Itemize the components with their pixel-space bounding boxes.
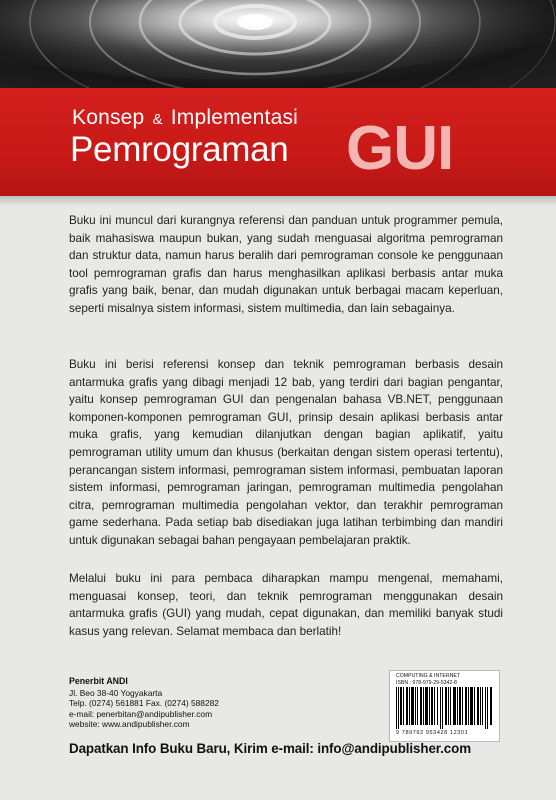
title-band-shadow [0,196,556,206]
cover-title: Pemrograman [70,130,289,169]
description-paragraph-3: Melalui buku ini para pembaca diharapkan mampu mengenal, memahami, menguasai konsep, teori, dan teknik pemrograman menggunakan desain antarmuka grafis (GUI) yang mudah, cepat digunakan, dan memiliki banyak studi kasus yang relevan. Selamat membaca dan berlatih! [69,572,503,638]
barcode-category: COMPUTING & INTERNET [396,673,460,679]
publisher-info [69,676,219,730]
cover-subtitle [72,106,298,130]
publisher-website: website: www.andipublisher.com [69,719,190,730]
subtitle-ampersand: & [152,111,163,128]
barcode-isbn: ISBN : 978-979-29-5342-8 [396,680,457,686]
subtitle-implementasi: Implementasi [170,106,299,129]
footer-info: Dapatkan Info Buku Baru, Kirim e-mail: info@andipublisher.com [69,741,472,756]
publisher-name: Penerbit ANDI [69,676,128,686]
description-paragraph-1: Buku ini muncul dari kurangnya referensi dan panduan untuk programmer pemula, baik mahasiswa maupun bukan, yang sudah menguasai algoritma pemrograman dan struktur data, namun harus beralih dari pemrograman console ke penggunaan tool pemrograman grafis dan harus menghasilkan aplikasi berbasis antar muka grafis yang baik, benar, dan mudah digunakan untuk berbagai macam keperluan, seperti misalnya sistem informasi, sistem multimedia, dan lain sebagainya. [69,214,503,315]
barcode-bars [396,687,493,729]
isbn-barcode [389,670,500,742]
publisher-phone: Telp. (0274) 561881 Fax. (0274) 588282 [69,698,219,709]
subtitle-konsep: Konsep [72,106,145,129]
cover-photo-disc [0,0,556,88]
publisher-address: Jl. Beo 38-40 Yogyakarta [69,687,163,698]
description-paragraph-2: Buku ini berisi referensi konsep dan teknik pemrograman berbasis desain antarmuka grafis yang dibagi menjadi 12 bab, yang terdiri dari bagian pengantar, yaitu konsep pemrograman GUI dan pengenalan bahasa VB.NET, penggunaan komponen-komponen pemrograman GUI, prinsip desain aplikasi berbasis antar muka grafis, yang kemudian dilanjutkan dengan bagian aplikatif, yaitu pemrograman utility umum dan khusus (berkaitan dengan sistem operasi tertentu), perancangan sistem informasi, pemrograman sistem informasi, pembuatan laporan sistem informasi, pemrograman jaringan, pemrograman multimedia pengolahan citra, pemrograman multimedia pengolahan vektor, dan terakhir pemrograman game sederhana. Pada setiap bab disediakan juga latihan terbimbing dan mandiri untuk digunakan sebagai bahan pengayaan pembelajaran praktik. [69,358,503,547]
cover-title-gui: GUI [346,114,454,183]
publisher-email: e-mail: penerbitan@andipublisher.com [69,708,213,719]
barcode-number: 9 789792 953428 12301 [396,730,469,736]
